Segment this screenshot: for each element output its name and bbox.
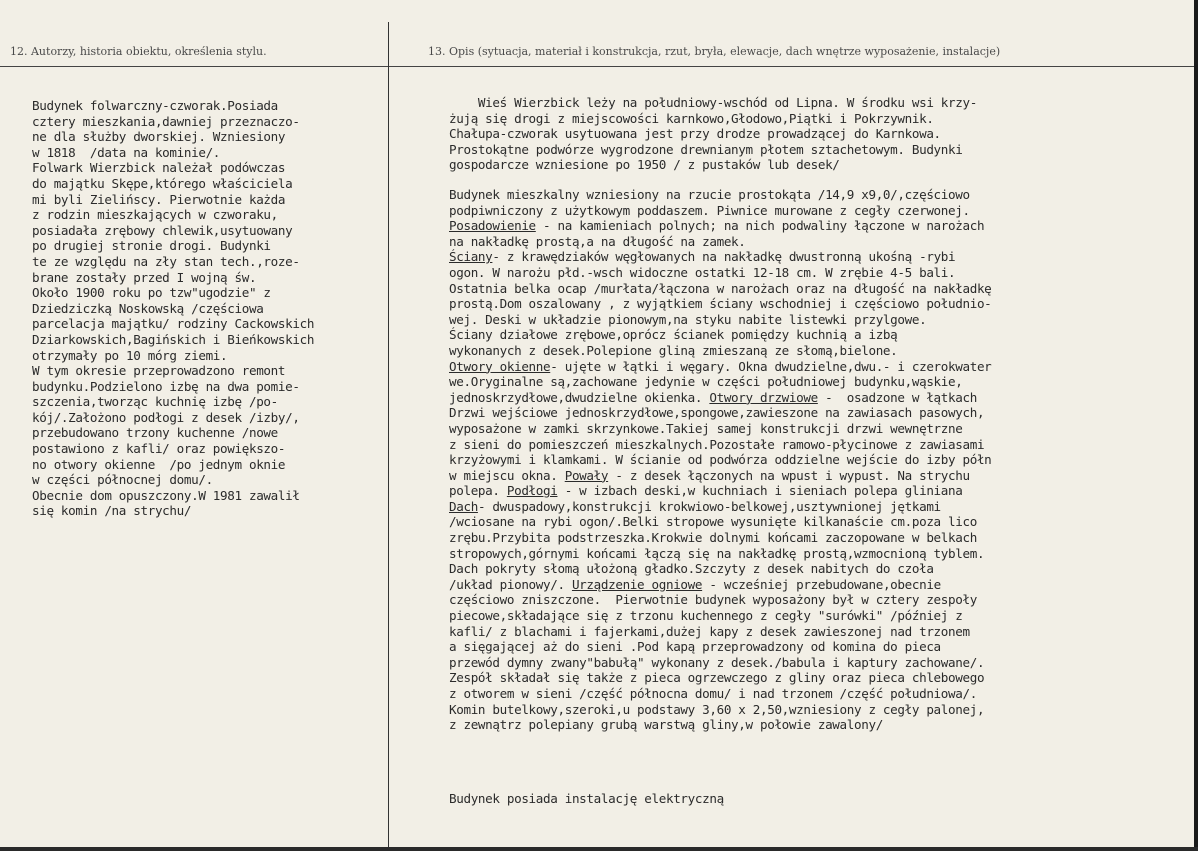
description-line: kafli/ z blachami i fajerkami,dużej kapy z desek zawieszonej nad trzonem	[449, 623, 970, 639]
location-line: żują się drogi z miejscowości karnkowo,Głodowo,Piątki i Pokrzywnik.	[449, 110, 934, 126]
description-line: prostą.Dom oszalowany , z wyjątkiem ściany wschodniej i częściowo południo-	[449, 296, 992, 312]
description-line: wej. Deski w układzie pionowym,na styku nabite listewki przylgowe.	[449, 311, 927, 327]
history-line: W tym okresie przeprowadzono remont	[32, 363, 286, 379]
underlined-heading: Dach	[449, 498, 478, 514]
description-line: z sieni do pomieszczeń mieszkalnych.Pozostałe ramowo-płycinowe z zawiasami	[449, 436, 985, 452]
description-line: jednoskrzydłowe,dwudzielne okienka. Otwory drzwiowe - osadzone w łątkach	[449, 389, 977, 405]
underlined-heading: Posadowienie	[449, 218, 536, 234]
description-line: we.Oryginalne są,zachowane jedynie w części południowej budynku,wąskie,	[449, 374, 963, 390]
underlined-heading: Podłogi	[506, 483, 558, 499]
history-line: Około 1900 roku po tzw"ugodzie" z	[32, 285, 271, 301]
section-12-header: 12. Autorzy, historia obiektu, określenia stylu.	[10, 45, 267, 58]
history-line: z rodzin mieszkających w czworaku,	[32, 207, 278, 223]
description-line: Otwory okienne- ujęte w łątki i węgary. Okna dwudzielne,dwu.- i czerokwater	[449, 358, 992, 374]
history-line: szczenia,tworząc kuchnię izbę /po-	[32, 394, 278, 410]
history-line: Folwark Wierzbick należał podówczas	[32, 160, 286, 176]
location-line: Chałupa-czworak usytuowana jest przy drodze prowadzącej do Karnkowa.	[449, 126, 941, 142]
history-line: po drugiej stronie drogi. Budynki	[32, 238, 271, 254]
history-line: przebudowano trzony kuchenne /nowe	[32, 425, 278, 441]
description-line: Posadowienie - na kamieniach polnych; na nich podwaliny łączone w narożach	[449, 218, 985, 234]
description-line: piecowe,składające się z trzonu kuchennego z cegły "surówki" /później z	[449, 608, 963, 624]
underlined-heading: Otwory okienne	[449, 358, 551, 374]
description-text	[449, 187, 991, 733]
scan-edge-right	[1194, 0, 1198, 851]
description-line: Ostatnia belka ocap /murłata/łączona w narożach oraz na długość na nakładkę	[449, 280, 992, 296]
history-line: cztery mieszkania,dawniej przeznaczo-	[32, 113, 300, 129]
description-line: przewód dymny zwany"babułą" wykonany z desek./babula i kaptury zachowane/.	[449, 654, 985, 670]
history-line: kój/.Założono podłogi z desek /izby/,	[32, 409, 300, 425]
description-line: Ściany- z krawędziaków węgłowanych na nakładkę dwustronną ukośną -rybi	[449, 249, 956, 265]
history-line: się komin /na strychu/	[32, 503, 192, 519]
history-text	[32, 98, 314, 519]
history-line: w części północnej domu/.	[32, 472, 213, 488]
underlined-heading: Powały	[564, 467, 609, 483]
description-line: Dach- dwuspadowy,konstrukcji krokwiowo-belkowej,usztywnionej jętkami	[449, 498, 941, 514]
location-line: gospodarcze wzniesione po 1950 / z pustaków lub desek/	[449, 157, 840, 173]
description-line: polepa. Podłogi - w izbach deski,w kuchniach i sieniach polepa gliniana	[449, 483, 963, 499]
description-line: z zewnątrz polepiany grubą warstwą gliny,w połowie zawalony/	[449, 717, 883, 733]
history-line: Budynek folwarczny-czworak.Posiada	[32, 98, 278, 113]
description-line: stropowych,górnymi końcami łączą się na nakładkę prostą,wzmocnioną tyblem.	[449, 545, 985, 561]
underlined-heading: Urządzenie ogniowe	[571, 576, 703, 592]
column-divider	[388, 22, 389, 851]
description-line: na nakładkę prostą,a na długość na zamek.	[449, 233, 746, 249]
description-line: krzyżowymi i klamkami. W ścianie od podwórza oddzielne wejście do izby półn	[449, 452, 992, 468]
description-line: Ściany działowe zrębowe,oprócz ścianek pomiędzy kuchnią a izbą	[449, 327, 898, 343]
description-line: Drzwi wejściowe jednoskrzydłowe,spongowe,zawieszone na zawiasach pasowych,	[449, 405, 985, 421]
history-line: otrzymały po 10 mórg ziemi.	[32, 347, 228, 363]
description-line: wyposażone w zamki skrzynkowe.Takiej samej konstrukcji drzwi wewnętrzne	[449, 420, 963, 436]
underlined-heading: Otwory drzwiowe	[709, 389, 818, 405]
history-line: te ze względu na zły stan tech.,roze-	[32, 253, 300, 269]
description-line: zrębu.Przybita podstrzeszka.Krokwie dolnymi końcami zaczopowane w belkach	[449, 530, 977, 546]
location-line: Prostokątne podwórze wygrodzone drewnianym płotem sztachetowym. Budynki	[449, 141, 963, 157]
scan-edge-bottom	[0, 847, 1198, 851]
history-line: brane zostały przed I wojną św.	[32, 269, 257, 285]
underlined-heading: Ściany	[449, 249, 493, 265]
history-line: ne dla służby dworskiej. Wzniesiony	[32, 129, 286, 145]
description-line: /wciosane na rybi ogon/.Belki stropowe wysunięte kilkanaście cm.poza lico	[449, 514, 977, 530]
description-line: z otworem w sieni /część północna domu/ i nad trzonem /część południowa/.	[449, 686, 977, 701]
history-line: posiadała zrębowy chlewik,usytuowany	[32, 222, 293, 238]
description-line: Komin butelkowy,szeroki,u podstawy 3,60 x 2,50,wzniesiony z cegły palonej,	[449, 701, 985, 717]
description-line: Budynek mieszkalny wzniesiony na rzucie prostokąta /14,9 x9,0/,częściowo	[449, 187, 970, 202]
description-line: w miejscu okna. Powały - z desek łączonych na wpust i wypust. Na strychu	[449, 467, 970, 483]
description-line: Dach pokryty słomą ułożoną gładko.Szczyty z desek nabitych do czoła	[449, 561, 934, 577]
history-line: w 1818 /data na kominie/.	[32, 144, 221, 160]
description-line: /układ pionowy/. Urządzenie ogniowe - wcześniej przebudowane,obecnie	[449, 576, 941, 592]
location-line: Wieś Wierzbick leży na południowy-wschód od Lipna. W środku wsi krzy-	[449, 95, 977, 110]
description-line: ogon. W narożu płd.-wsch widoczne ostatki 12-18 cm. W zrębie 4-5 bali.	[449, 264, 956, 280]
description-line: a sięgającej aż do sieni .Pod kapą przeprowadzony od komina do pieca	[449, 639, 941, 655]
history-line: budynku.Podzielono izbę na dwa pomie-	[32, 378, 300, 394]
location-text	[449, 95, 977, 173]
header-divider	[0, 66, 1198, 67]
section-13-header: 13. Opis (sytuacja, materiał i konstrukcja, rzut, bryła, elewacje, dach wnętrze wyposażenie, instalacje)	[428, 45, 1001, 58]
history-line: mi byli Zielińscy. Pierwotnie każda	[32, 191, 286, 207]
description-line: wykonanych z desek.Polepione gliną zmieszaną ze słomą,bielone.	[449, 342, 898, 358]
description-line: podpiwniczony z użytkowym poddaszem. Piwnice murowane z cegły czerwonej.	[449, 202, 970, 218]
description-line: Zespół składał się także z pieca ogrzewczego z gliny oraz pieca chlebowego	[449, 670, 985, 686]
history-line: Dziarkowskich,Bagińskich i Bieńkowskich	[32, 331, 315, 347]
history-line: do majątku Skępe,którego właściciela	[32, 175, 293, 191]
history-line: parcelacja majątku/ rodziny Cackowskich	[32, 316, 315, 332]
history-line: Dziedziczką Noskowską /częściowa	[32, 300, 264, 316]
history-line: Obecnie dom opuszczony.W 1981 zawalił	[32, 487, 300, 503]
history-line: no otwory okienne /po jednym oknie	[32, 456, 286, 472]
description-line: częściowo zniszczone. Pierwotnie budynek wyposażony był w cztery zespoły	[449, 592, 977, 608]
history-line: postawiono z kafli/ oraz powiększo-	[32, 441, 286, 457]
installation-text: Budynek posiada instalację elektryczną	[449, 791, 724, 806]
